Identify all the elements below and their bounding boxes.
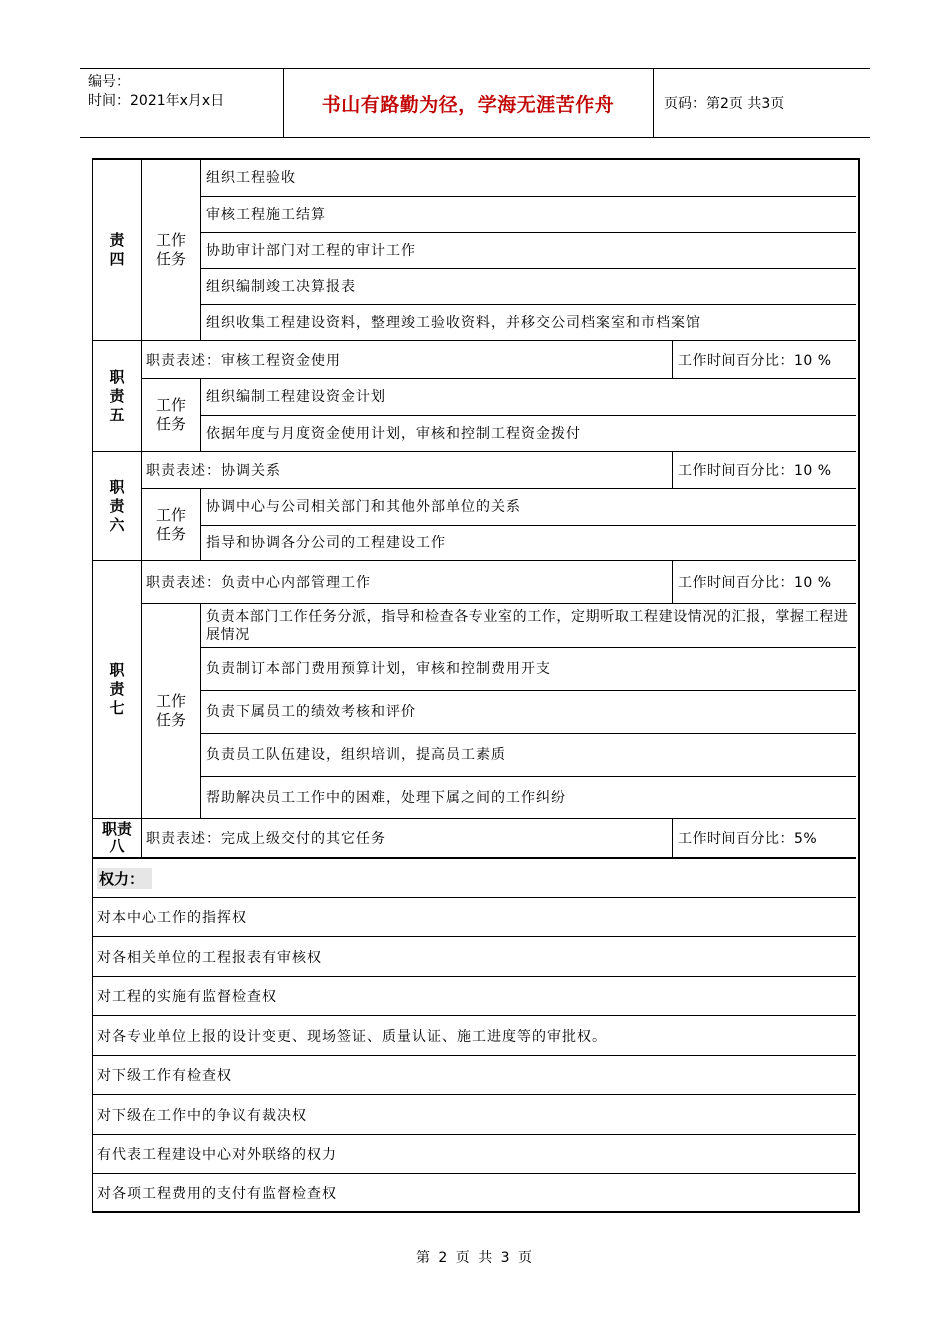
duty-7-description: 职责表述：负责中心内部管理工作: [146, 575, 371, 591]
duty-7-task: 帮助解决员工工作中的困难，处理下属之间的工作纠纷: [206, 789, 566, 806]
header-page-code-cell: [654, 69, 870, 137]
duty-5-time-percent: 工作时间百分比：10 %: [678, 352, 832, 369]
duty-7-task: 负责本部门工作任务分派，指导和检查各专业室的工作，定期听取工程建设情况的汇报，掌握工程进展情况: [206, 608, 849, 643]
duty-5-label: 职责五: [109, 367, 125, 424]
power-item: 对各相关单位的工程报表有审核权: [97, 949, 322, 966]
power-item: 有代表工程建设中心对外联络的权力: [97, 1147, 337, 1163]
grid-line: [201, 776, 856, 777]
grid-line: [93, 451, 856, 452]
grid-line: [93, 1173, 856, 1174]
header-motto-cell: [283, 69, 654, 137]
duty-4-task: 协助审计部门对工程的审计工作: [206, 242, 416, 259]
grid-line: [142, 378, 856, 379]
grid-line: [201, 304, 856, 305]
duty-6-label: 职责六: [109, 477, 125, 534]
grid-line: [93, 560, 856, 561]
powers-heading: 权力：: [97, 859, 847, 897]
duty-6-tasks-label: 工作任务: [155, 505, 186, 543]
duty-4-task: 组织收集工程建设资料，整理竣工验收资料，并移交公司档案室和市档案馆: [206, 314, 701, 331]
duty-5-task: 组织编制工程建设资金计划: [206, 389, 386, 405]
grid-line: [672, 561, 673, 603]
power-item: 对下级在工作中的争议有裁决权: [97, 1107, 307, 1124]
duty-4-tasks-label: 工作任务: [155, 231, 186, 268]
duty-4-task: 审核工程施工结算: [206, 206, 326, 223]
document-number-label: 编号：: [88, 74, 130, 90]
duty-6-task: 指导和协调各分公司的工程建设工作: [206, 535, 446, 551]
page-code: 页码：第2页 共3页: [664, 96, 785, 112]
duty-5-description: 职责表述：审核工程资金使用: [146, 352, 341, 369]
grid-line: [93, 1094, 856, 1095]
duties-table: [92, 158, 860, 1213]
grid-line: [93, 976, 856, 977]
duty-8-label: 职责八: [101, 820, 132, 855]
duty-4-task: 组织工程验收: [206, 170, 296, 186]
duty-6-time-percent: 工作时间百分比：10 %: [678, 463, 832, 479]
grid-line: [93, 1134, 856, 1135]
grid-line: [93, 1055, 856, 1056]
duty-5-tasks-label: 工作任务: [155, 396, 186, 433]
motto: 书山有路勤为径，学海无涯苦作舟: [321, 93, 615, 116]
grid-line: [201, 268, 856, 269]
page-footer: 第 2 页 共 3 页: [415, 1250, 535, 1266]
grid-line: [141, 160, 142, 857]
grid-line: [201, 690, 856, 691]
duty-6-task: 协调中心与公司相关部门和其他外部单位的关系: [206, 499, 521, 515]
duty-7-task: 负责制订本部门费用预算计划，审核和控制费用开支: [206, 661, 551, 677]
duty-7-task: 负责员工队伍建设，组织培训，提高员工素质: [206, 747, 506, 763]
page-header: [80, 68, 870, 138]
grid-line: [201, 647, 856, 648]
duty-7-task: 负责下属员工的绩效考核和评价: [206, 704, 416, 720]
grid-line: [93, 1015, 856, 1016]
power-item: 对本中心工作的指挥权: [97, 910, 247, 926]
grid-line: [93, 818, 856, 819]
duty-7-label: 职责七: [109, 661, 125, 717]
grid-line: [93, 340, 856, 341]
duty-7-tasks-label: 工作任务: [155, 692, 186, 729]
duty-4-label: 责四: [109, 231, 125, 268]
power-item: 对工程的实施有监督检查权: [97, 989, 277, 1005]
grid-line: [201, 232, 856, 233]
duty-6-description: 职责表述：协调关系: [146, 463, 281, 479]
grid-line: [93, 936, 856, 937]
power-item: 对各专业单位上报的设计变更、现场签证、质量认证、施工进度等的审批权。: [97, 1028, 607, 1045]
power-item: 对下级工作有检查权: [97, 1068, 232, 1084]
duty-4-task: 组织编制竣工决算报表: [206, 278, 356, 295]
grid-line: [672, 819, 673, 857]
grid-line: [201, 525, 856, 526]
header-meta: [80, 69, 284, 137]
grid-line: [201, 196, 856, 197]
grid-line: [142, 603, 856, 604]
grid-line: [201, 415, 856, 416]
power-item: 对各项工程费用的支付有监督检查权: [97, 1185, 337, 1202]
duty-8-time-percent: 工作时间百分比：5%: [678, 831, 818, 847]
grid-line: [672, 341, 673, 378]
grid-line: [672, 452, 673, 488]
grid-line: [93, 897, 856, 898]
duty-8-description: 职责表述：完成上级交付的其它任务: [146, 831, 386, 847]
grid-line: [201, 733, 856, 734]
document-date: 时间：2021年x月x日: [88, 93, 225, 109]
grid-line: [200, 604, 201, 818]
duty-5-task: 依据年度与月度资金使用计划，审核和控制工程资金拨付: [206, 425, 581, 442]
grid-line: [142, 488, 856, 489]
grid-line: [93, 857, 856, 859]
duty-7-time-percent: 工作时间百分比：10 %: [678, 575, 832, 591]
grid-line: [200, 160, 201, 340]
